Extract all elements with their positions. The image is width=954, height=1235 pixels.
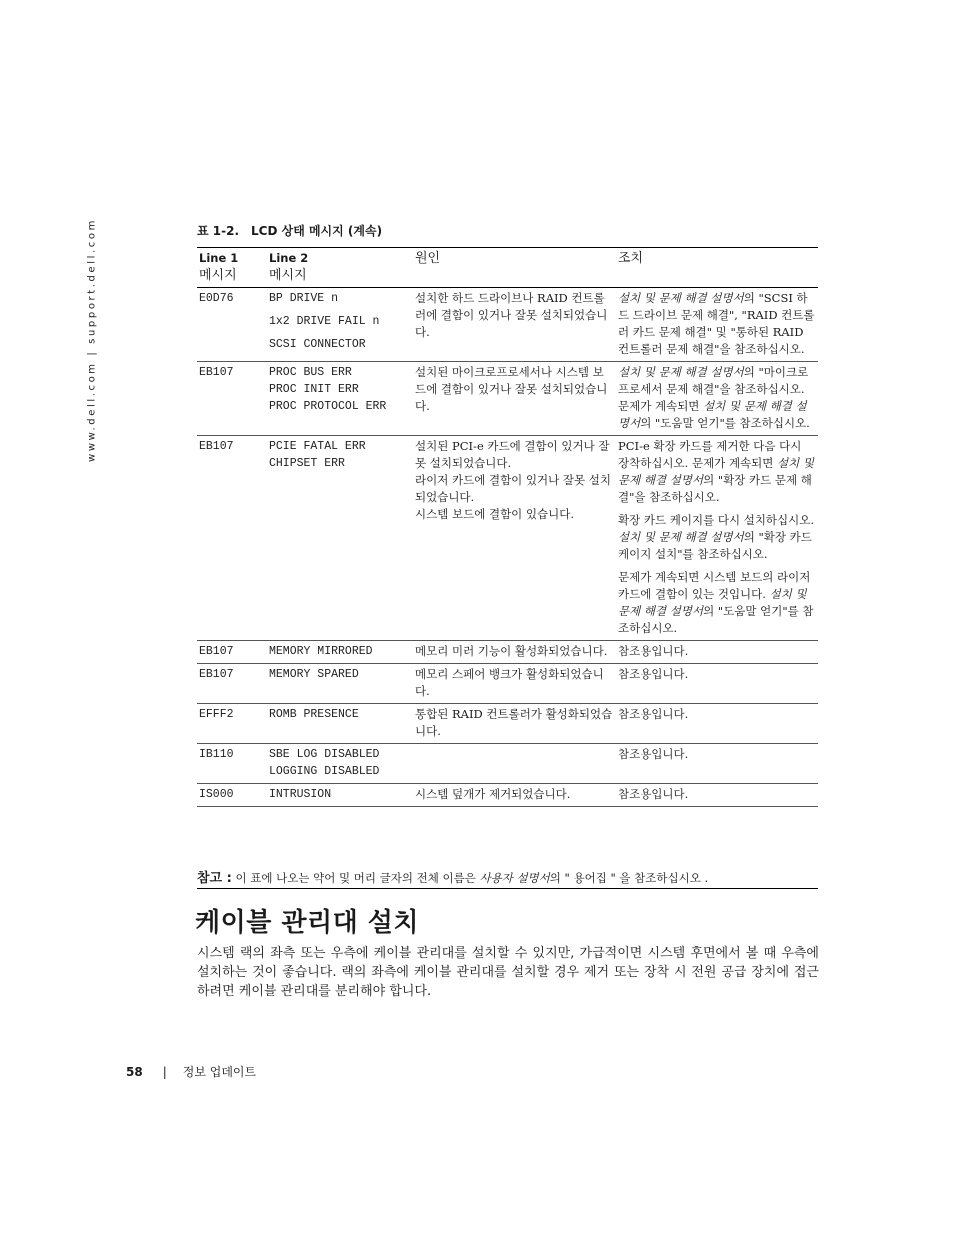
footer-separator: |: [162, 1065, 167, 1079]
line2-message: PROC INIT ERR: [269, 383, 359, 396]
cell-action: [616, 704, 818, 744]
line2-message: SCSI CONNECTOR: [269, 338, 366, 351]
note: [197, 870, 837, 887]
action-italic-ref: 설치 및 문제 해결 설명서: [618, 456, 815, 487]
table-row: [197, 641, 818, 664]
header-line2: Line 2 메시지: [267, 248, 413, 288]
note-text-after: 의 " 용어집 " 을 참조하십시오 .: [549, 871, 709, 885]
action-text: 참조용입니다.: [618, 644, 689, 658]
cell-line2-messages: [267, 436, 413, 641]
cell-line1-code: EB107: [197, 436, 267, 641]
table-row: [197, 362, 818, 436]
table-header-row: [197, 248, 818, 288]
cause-text: 시스템 덮개가 제거되었습니다.: [415, 787, 571, 801]
action-paragraph: [618, 706, 816, 723]
action-italic-ref: 설치 및 문제 해결 설명서: [618, 530, 744, 544]
note-text-before: 이 표에 나오는 약어 및 머리 글자의 전체 이름은: [231, 871, 480, 885]
cell-cause: [413, 704, 616, 744]
cell-line1-code: IB110: [197, 744, 267, 784]
action-text: 의 "확장 카드 케이지 설치"를 참조하십시오.: [618, 530, 812, 561]
action-text: 의 "도움말 얻기"를 참조하십시오.: [618, 604, 814, 635]
table-title: LCD 상태 메시지 (계속): [251, 224, 383, 238]
cell-action: [616, 362, 818, 436]
line2-message: 1x2 DRIVE FAIL n: [269, 315, 380, 328]
action-text: 참조용입니다.: [618, 667, 689, 681]
line2-message: INTRUSION: [269, 788, 332, 801]
page-footer: [126, 1063, 256, 1080]
action-text: 참조용입니다.: [618, 747, 689, 761]
section-heading: 케이블 관리대 설치: [195, 908, 420, 938]
cell-cause: [413, 784, 616, 807]
table-row: [197, 744, 818, 784]
action-italic-ref: 설치 및 문제 해결 설명서: [618, 365, 744, 379]
action-paragraph: [618, 746, 816, 763]
action-paragraph: [618, 569, 816, 637]
line2-message: MEMORY MIRRORED: [269, 645, 373, 658]
action-paragraph: [618, 438, 816, 506]
footer-section-name: 정보 업데이트: [182, 1065, 257, 1079]
cause-text: 시스템 보드에 결함이 있습니다.: [415, 507, 575, 521]
cell-action: [616, 664, 818, 704]
section-paragraph: 시스템 랙의 좌측 또는 우측에 케이블 관리대를 설치할 수 있지만, 가급적이면 시스템 후면에서 볼 때 우측에 설치하는 것이 좋습니다. 랙의 좌측에 케이블 관리대를 설치할 경우 제거 또는 장착 시 전원 공급 장치에 접근하려면 케이블 관리대를 분리해야 합니다.: [197, 946, 819, 999]
action-italic-ref: 설치 및 문제 해결 설명서: [618, 399, 807, 430]
action-text: 의 "SCSI 하드 드라이브 문제 해결", "RAID 컨트롤러 카드 문제 해결" 및 "통하된 RAID 컨트롤러 문제 해결"을 참조하십시오.: [618, 291, 815, 356]
action-text: 확장 카드 케이지를 다시 설치하십시오.: [618, 513, 815, 527]
line2-message: SBE LOG DISABLED: [269, 748, 380, 761]
side-url-banner: [84, 220, 100, 460]
cause-text: 설치된 마이크로프로세서나 시스템 보드에 결함이 있거나 잘못 설치되었습니다.: [415, 365, 608, 413]
cell-line2-messages: [267, 744, 413, 784]
side-url-text: www.dell.com | support.dell.com: [86, 218, 98, 462]
cell-line1-code: E0D76: [197, 288, 267, 362]
cell-line1-code: IS000: [197, 784, 267, 807]
cell-cause: [413, 664, 616, 704]
line2-message: PROC BUS ERR: [269, 366, 352, 379]
page-number: 58: [126, 1065, 143, 1079]
cell-cause: [413, 362, 616, 436]
table-body: [197, 288, 818, 807]
cell-cause: [413, 641, 616, 664]
cell-line2-messages: [267, 288, 413, 362]
line2-message: LOGGING DISABLED: [269, 765, 380, 778]
cell-line2-messages: [267, 641, 413, 664]
table-row: [197, 704, 818, 744]
cause-text: 설치된 PCI-e 카드에 결함이 있거나 잘못 설치되었습니다.: [415, 439, 610, 470]
action-text: 의 "마이크로프로세서 문제 해결"을 참조하십시오. 문제가 계속되면: [618, 365, 809, 413]
cell-line2-messages: [267, 704, 413, 744]
table-row: [197, 664, 818, 704]
action-paragraph: [618, 666, 816, 683]
table-row: [197, 288, 818, 362]
cell-action: [616, 641, 818, 664]
action-text: PCI-e 확장 카드를 제거한 다음 다시 장착하십시오. 문제가 계속되면: [618, 439, 802, 470]
line2-message: PROC PROTOCOL ERR: [269, 400, 387, 413]
action-paragraph: [618, 364, 816, 432]
table-number: 표 1-2.: [197, 224, 240, 238]
action-text: 문제가 계속되면 시스템 보드의 라이저 카드에 결함이 있는 것입니다.: [618, 570, 811, 601]
cell-line2-messages: [267, 362, 413, 436]
cell-cause: [413, 744, 616, 784]
action-text: 참조용입니다.: [618, 707, 689, 721]
note-divider: [197, 888, 818, 889]
note-italic: 사용자 설명서: [479, 871, 550, 885]
line2-message: MEMORY SPARED: [269, 668, 359, 681]
note-label: 참고 :: [197, 871, 232, 886]
action-paragraph: [618, 643, 816, 660]
action-paragraph: [618, 290, 816, 358]
cause-text: 메모리 미러 기능이 활성화되었습니다.: [415, 644, 608, 658]
cell-line1-code: EB107: [197, 664, 267, 704]
cell-line1-code: EB107: [197, 362, 267, 436]
cell-action: [616, 744, 818, 784]
cell-cause: [413, 436, 616, 641]
table-caption: [197, 222, 382, 239]
table-row: [197, 436, 818, 641]
lcd-status-table: [197, 247, 818, 807]
line2-message: CHIPSET ERR: [269, 457, 345, 470]
cause-text: 통합된 RAID 컨트롤러가 활성화되었습니다.: [415, 707, 613, 738]
cell-cause: [413, 288, 616, 362]
cell-line2-messages: [267, 664, 413, 704]
cell-line1-code: EB107: [197, 641, 267, 664]
cell-line1-code: EFFF2: [197, 704, 267, 744]
header-cause: 원인: [413, 248, 616, 288]
cell-action: [616, 288, 818, 362]
cause-text: 라이저 카드에 결함이 있거나 잘못 설치되었습니다.: [415, 473, 612, 504]
action-text: 의 "확장 카드 문제 해결"을 참조하십시오.: [618, 473, 812, 504]
cell-action: [616, 784, 818, 807]
action-italic-ref: 설치 및 문제 해결 설명서: [618, 291, 744, 305]
action-italic-ref: 설치 및 문제 해결 설명서: [618, 587, 807, 618]
header-action: 조치: [616, 248, 818, 288]
cell-action: [616, 436, 818, 641]
table-row: [197, 784, 818, 807]
action-text: 의 "도움말 얻기"를 참조하십시오.: [640, 416, 810, 430]
action-paragraph: [618, 786, 816, 803]
header-line1: Line 1 메시지: [197, 248, 267, 288]
line2-message: BP DRIVE n: [269, 292, 339, 305]
cell-line2-messages: [267, 784, 413, 807]
action-text: 참조용입니다.: [618, 787, 689, 801]
line2-message: ROMB PRESENCE: [269, 708, 359, 721]
action-paragraph: [618, 512, 816, 563]
cause-text: 메모리 스페어 뱅크가 활성화되었습니다.: [415, 667, 604, 698]
line2-message: PCIE FATAL ERR: [269, 440, 366, 453]
cause-text: 설치한 하드 드라이브나 RAID 컨트롤러에 결함이 있거나 잘못 설치되었습니다.: [415, 291, 608, 339]
